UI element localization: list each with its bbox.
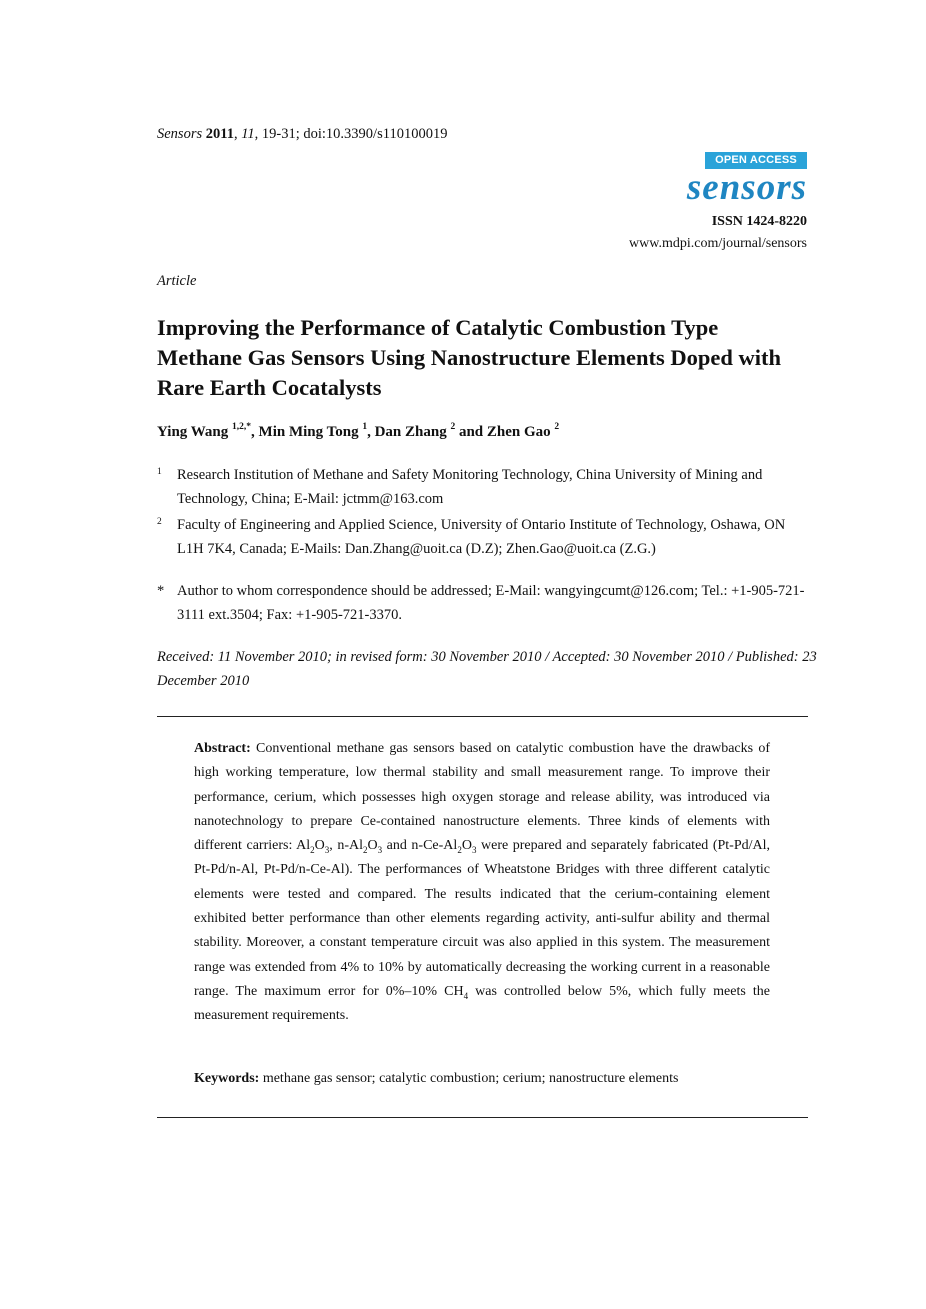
open-access-badge: OPEN ACCESS bbox=[705, 152, 807, 169]
affiliation-text: Faculty of Engineering and Applied Science, University of Ontario Institute of Technology, Oshawa, ON L1H 7K4, Canada; E-Mails: Dan.Zhang@uoit.ca (D.Z); Zhen.Gao@uoit.ca (Z.G.) bbox=[177, 517, 786, 557]
citation-journal: Sensors bbox=[157, 126, 203, 142]
abstract-label: Abstract: bbox=[194, 741, 251, 756]
author-affiliation-mark: 1 bbox=[362, 422, 368, 432]
citation-year: 2011 bbox=[205, 126, 234, 142]
author-name: Min Ming Tong bbox=[258, 424, 359, 440]
divider-top bbox=[157, 716, 808, 717]
keywords-label: Keywords: bbox=[194, 1071, 260, 1086]
author-name: Dan Zhang bbox=[374, 424, 447, 440]
author-affiliation-mark: 2 bbox=[554, 422, 560, 432]
journal-url[interactable]: www.mdpi.com/journal/sensors bbox=[629, 236, 807, 251]
abstract: Abstract: Conventional methane gas sensors based on catalytic combustion have the drawbacks of high working temperature, low thermal stability and small measurement range. To improve their performance, cerium, which possesses high oxygen storage and release ability, was introduced via nanotechnology to prepare Ce-contained nanostructure elements. Three kinds of elements with different carriers: $Al_2O_3$, $n-Al_2O_3$ and $n-Ce-Al_2O_3$ were prepared and separately fabricated (Pt-Pd/Al, Pt-Pd/n-Al, Pt-Pd/n-Ce-Al). The performances of Wheatstone Bridges with three different catalytic elements were tested and compared. The results indicated that the cerium-containing element exhibited better performance than other elements regarding activity, anti-sulfur ability and thermal stability. Moreover, a constant temperature circuit was also applied in this system. The measurement range was extended from 4% to 10% by automatically decreasing the working current in a reasonable range. The maximum error for 0%–10% $CH_4$ was controlled below 5%, which fully meets the measurement requirements. bbox=[194, 741, 771, 1024]
journal-logo: sensors bbox=[686, 167, 807, 208]
author-name: Zhen Gao bbox=[486, 424, 551, 440]
paper-title: Improving the Performance of Catalytic Combustion Type Methane Gas Sensors Using Nanostructure Elements Doped with Rare Earth Cocatalysts bbox=[157, 315, 781, 400]
author-name: Ying Wang bbox=[157, 424, 229, 440]
author-affiliation-mark: 2 bbox=[450, 422, 456, 432]
affiliation-text: Research Institution of Methane and Safety Monitoring Technology, China University of Mining and Technology, China; E-Mail: jctmm@163.com bbox=[177, 467, 763, 507]
author-list: Ying Wang $^{1,2,*}$, Min Ming Tong $^1$, Dan Zhang $^2$ and Zhen Gao $^2$ bbox=[157, 422, 560, 440]
keywords bbox=[194, 1071, 794, 1087]
affiliation-item bbox=[157, 463, 807, 511]
article-type: Article bbox=[157, 273, 197, 289]
citation-pages-doi: , 19-31; doi:10.3390/s110100019 bbox=[254, 126, 448, 142]
correspondence-text: Author to whom correspondence should be addressed; E-Mail: wangyingcumt@126.com; Tel.: +1-905-721-3111 ext.3504; Fax: +1-905-721-3370. bbox=[177, 583, 805, 623]
affiliation-number: 1 bbox=[157, 467, 162, 477]
citation-volume: 11 bbox=[241, 126, 255, 142]
publication-dates: Received: 11 November 2010; in revised form: 30 November 2010 / Accepted: 30 November 2010 / Published: 23 December 2010 bbox=[157, 649, 817, 689]
correspondence-mark: * bbox=[157, 583, 165, 599]
citation-line: Sensors 2011, 11, 19-31; doi:10.3390/s110100019 bbox=[157, 126, 448, 142]
divider-bottom bbox=[157, 1117, 808, 1118]
author-affiliation-mark: 1,2,* bbox=[232, 422, 252, 432]
affiliation-item bbox=[157, 513, 807, 561]
keywords-text: methane gas sensor; catalytic combustion; cerium; nanostructure elements bbox=[259, 1071, 679, 1086]
issn: ISSN 1424-8220 bbox=[711, 214, 807, 229]
correspondence-note bbox=[157, 579, 807, 627]
affiliation-number: 2 bbox=[157, 517, 162, 527]
